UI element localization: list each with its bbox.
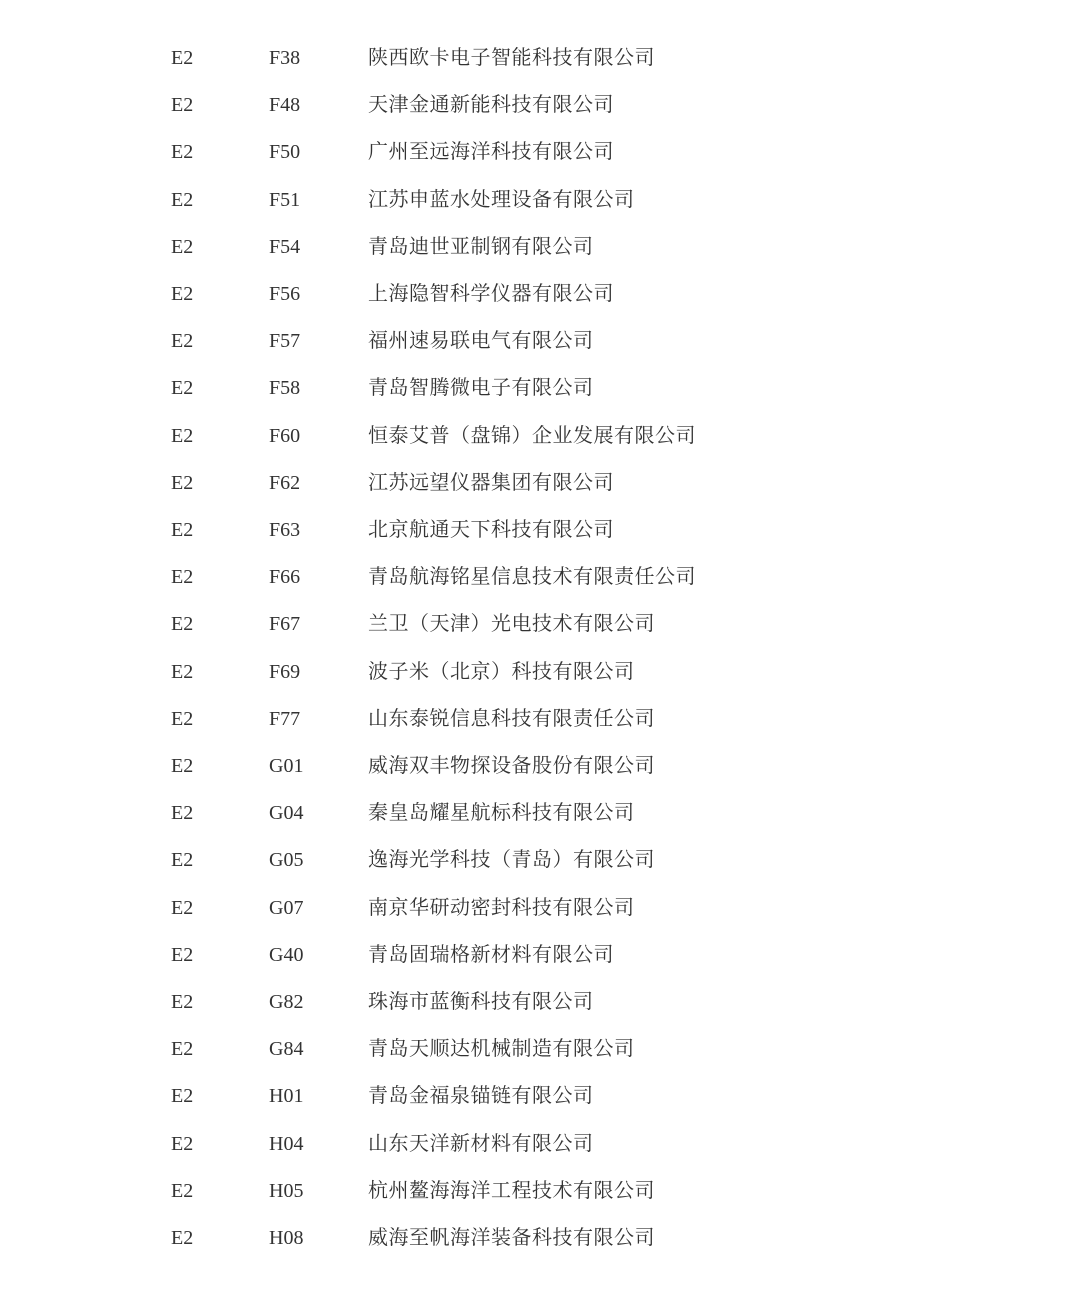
table-row <box>0 1081 1080 1111</box>
company-cell: 兰卫（天津）光电技术有限公司 <box>368 613 655 636</box>
company-cell: 杭州鳌海海洋工程技术有限公司 <box>368 1179 655 1202</box>
booth-cell: F67 <box>269 613 301 636</box>
company-cell: 威海双丰物探设备股份有限公司 <box>368 755 655 777</box>
company-cell: 山东泰锐信息科技有限责任公司 <box>368 707 655 730</box>
booth-cell: G05 <box>269 849 304 872</box>
company-cell: 江苏远望仪器集团有限公司 <box>368 471 614 494</box>
hall-cell: E2 <box>171 141 194 164</box>
hall-cell: E2 <box>171 613 194 636</box>
hall-cell: E2 <box>171 1085 194 1108</box>
booth-cell: H01 <box>269 1085 304 1108</box>
table-row <box>0 279 1080 309</box>
booth-cell: F48 <box>269 94 301 117</box>
booth-cell: F54 <box>269 235 301 258</box>
company-cell: 青岛金福泉锚链有限公司 <box>368 1085 594 1108</box>
booth-cell: G04 <box>269 802 304 825</box>
hall-cell: E2 <box>171 47 194 69</box>
table-row <box>0 657 1080 687</box>
company-cell: 青岛迪世亚制钢有限公司 <box>368 235 594 258</box>
booth-cell: F60 <box>269 424 301 447</box>
table-row <box>0 987 1080 1017</box>
hall-cell: E2 <box>171 849 194 872</box>
hall-cell: E2 <box>171 1132 194 1155</box>
company-cell: 青岛航海铭星信息技术有限责任公司 <box>368 566 696 589</box>
booth-cell: F56 <box>269 283 301 305</box>
table-row <box>0 1129 1080 1159</box>
table-row <box>0 326 1080 356</box>
hall-cell: E2 <box>171 1179 194 1202</box>
company-cell: 恒泰艾普（盘锦）企业发展有限公司 <box>368 424 696 447</box>
hall-cell: E2 <box>171 991 194 1013</box>
booth-cell: F38 <box>269 47 301 69</box>
table-row <box>0 515 1080 545</box>
company-cell: 江苏申蓝水处理设备有限公司 <box>368 188 635 211</box>
hall-cell: E2 <box>171 94 194 117</box>
hall-cell: E2 <box>171 566 194 589</box>
table-row <box>0 232 1080 262</box>
booth-cell: H04 <box>269 1132 304 1155</box>
table-row <box>0 1034 1080 1064</box>
company-cell: 陕西欧卡电子智能科技有限公司 <box>368 47 655 69</box>
booth-cell: F57 <box>269 330 301 353</box>
hall-cell: E2 <box>171 188 194 211</box>
booth-cell: H08 <box>269 1227 304 1249</box>
table-row <box>0 751 1080 781</box>
hall-cell: E2 <box>171 519 194 541</box>
table-row <box>0 940 1080 970</box>
table-row <box>0 90 1080 120</box>
table-row <box>0 609 1080 639</box>
company-cell: 青岛固瑞格新材料有限公司 <box>368 943 614 966</box>
table-row <box>0 1223 1080 1253</box>
hall-cell: E2 <box>171 707 194 730</box>
table-row <box>0 845 1080 875</box>
booth-cell: F50 <box>269 141 301 164</box>
company-cell: 天津金通新能科技有限公司 <box>368 94 614 117</box>
hall-cell: E2 <box>171 1227 194 1249</box>
booth-cell: F58 <box>269 377 301 400</box>
table-row <box>0 562 1080 592</box>
company-cell: 青岛智腾微电子有限公司 <box>368 377 594 400</box>
booth-cell: F51 <box>269 188 301 211</box>
table-row <box>0 1176 1080 1206</box>
company-cell: 山东天洋新材料有限公司 <box>368 1132 594 1155</box>
company-cell: 威海至帆海洋装备科技有限公司 <box>368 1227 655 1249</box>
hall-cell: E2 <box>171 660 194 683</box>
company-cell: 北京航通天下科技有限公司 <box>368 519 614 541</box>
booth-cell: G01 <box>269 755 304 777</box>
table-row <box>0 468 1080 498</box>
hall-cell: E2 <box>171 377 194 400</box>
booth-cell: G40 <box>269 943 304 966</box>
hall-cell: E2 <box>171 802 194 825</box>
hall-cell: E2 <box>171 896 194 919</box>
company-cell: 上海隐智科学仪器有限公司 <box>368 283 614 305</box>
booth-cell: G07 <box>269 896 304 919</box>
company-cell: 南京华研动密封科技有限公司 <box>368 896 635 919</box>
table-row <box>0 137 1080 167</box>
hall-cell: E2 <box>171 235 194 258</box>
hall-cell: E2 <box>171 943 194 966</box>
table-row <box>0 893 1080 923</box>
table-row <box>0 798 1080 828</box>
booth-cell: H05 <box>269 1179 304 1202</box>
booth-cell: F77 <box>269 707 301 730</box>
table-row <box>0 185 1080 215</box>
company-cell: 逸海光学科技（青岛）有限公司 <box>368 849 655 872</box>
company-cell: 福州速易联电气有限公司 <box>368 330 594 353</box>
hall-cell: E2 <box>171 471 194 494</box>
table-row <box>0 43 1080 73</box>
company-cell: 珠海市蓝衡科技有限公司 <box>368 991 594 1013</box>
table-row <box>0 704 1080 734</box>
hall-cell: E2 <box>171 1038 194 1061</box>
booth-cell: F62 <box>269 471 301 494</box>
company-cell: 波子米（北京）科技有限公司 <box>368 660 635 683</box>
booth-cell: G82 <box>269 991 304 1013</box>
booth-cell: F63 <box>269 519 301 541</box>
company-cell: 广州至远海洋科技有限公司 <box>368 141 614 164</box>
booth-cell: F66 <box>269 566 301 589</box>
booth-cell: F69 <box>269 660 301 683</box>
hall-cell: E2 <box>171 283 194 305</box>
company-cell: 秦皇岛耀星航标科技有限公司 <box>368 802 635 825</box>
hall-cell: E2 <box>171 755 194 777</box>
hall-cell: E2 <box>171 330 194 353</box>
hall-cell: E2 <box>171 424 194 447</box>
table-row <box>0 373 1080 403</box>
company-cell: 青岛天顺达机械制造有限公司 <box>368 1038 635 1061</box>
booth-cell: G84 <box>269 1038 304 1061</box>
table-row <box>0 421 1080 451</box>
